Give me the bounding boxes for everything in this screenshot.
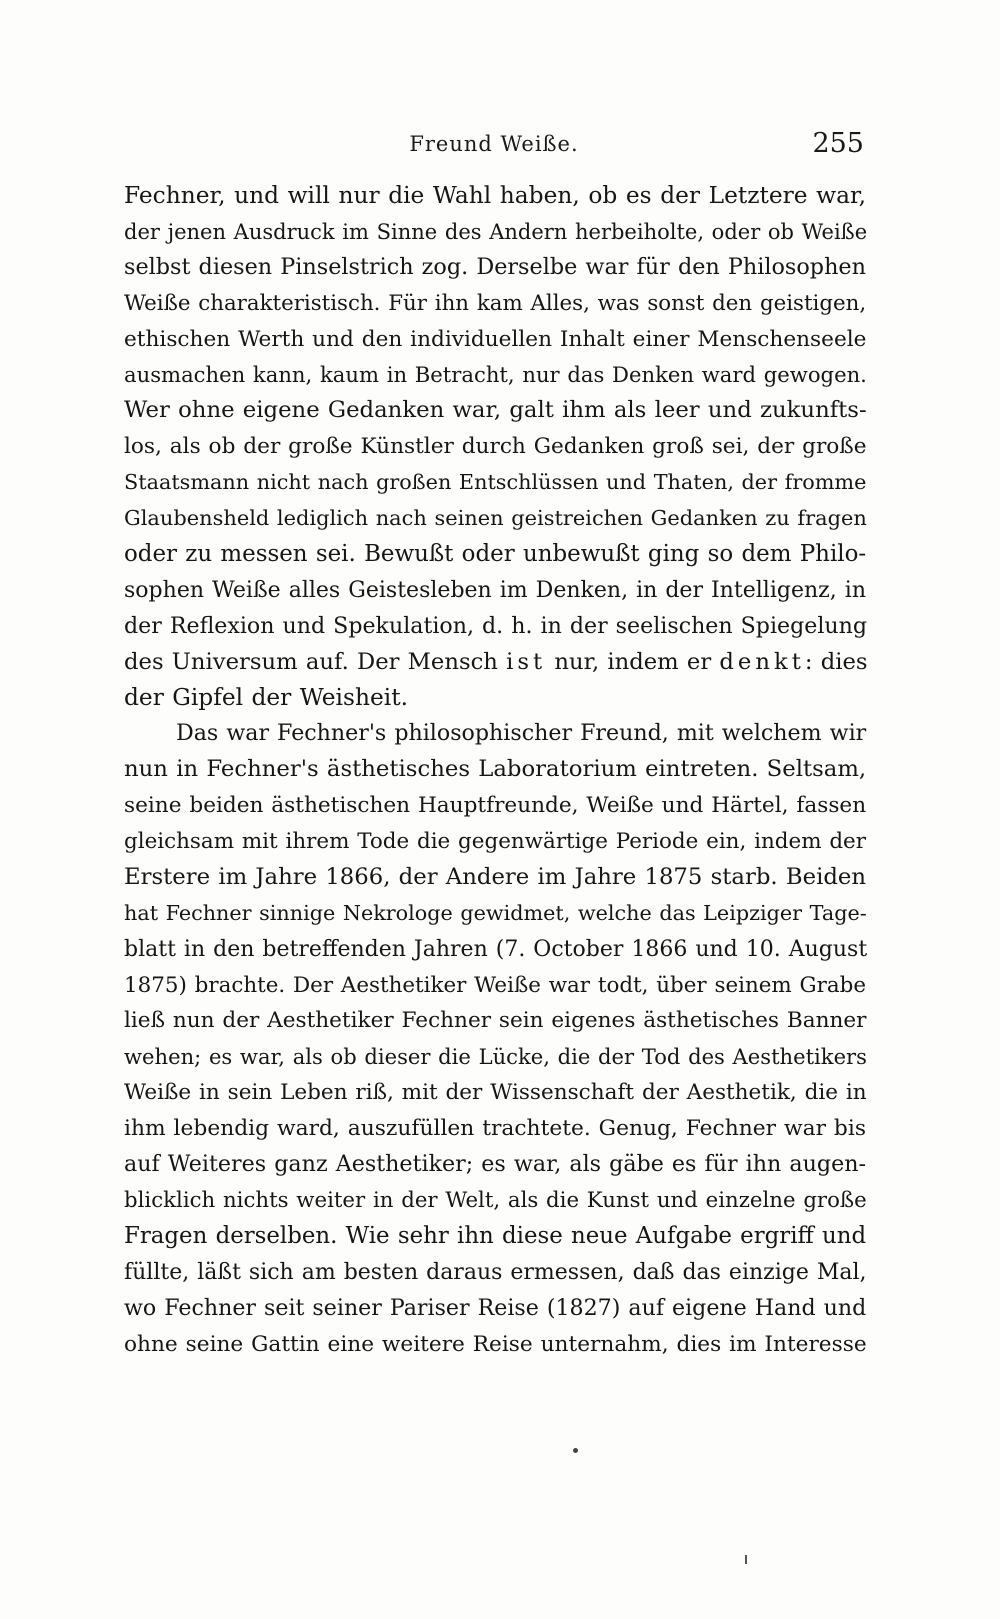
- text-line-with-emphasis: [124, 645, 866, 681]
- print-speck: [573, 1448, 578, 1453]
- text-line: Weiße in sein Leben riß, mit der Wissenschaft der Aesthetik, die in: [124, 1080, 867, 1106]
- text-line: nun in Fechner's ästhetisches Laboratorium eintreten. Seltsam,: [124, 756, 867, 783]
- text-line: sophen Weiße alles Geistesleben im Denken, in der Intelligenz, in: [124, 577, 866, 603]
- running-title: Freund Weiße.: [409, 132, 579, 156]
- text-line: Staatsmann nicht nach großen Entschlüssen und Thaten, der fromme: [124, 470, 867, 495]
- paragraph-2: [124, 716, 866, 1362]
- text-run: des Universum auf. Der Mensch: [124, 648, 507, 675]
- text-line: wo Fechner seit seiner Pariser Reise (1827) auf eigene Hand und: [124, 1294, 867, 1321]
- text-line: Fragen derselben. Wie sehr ihn diese neue Aufgabe ergriff und: [124, 1222, 867, 1249]
- emphasis-denkt: denkt: [719, 648, 805, 675]
- text-line: füllte, läßt sich am besten daraus ermessen, daß das einzige Mal,: [124, 1259, 867, 1285]
- text-line: Fechner, und will nur die Wahl haben, ob es der Letztere war,: [124, 182, 866, 209]
- text-line: Glaubensheld lediglich nach seinen geistreichen Gedanken zu fragen: [124, 506, 867, 531]
- print-speck: [745, 1555, 747, 1564]
- text-line: der Gipfel der Weisheit.: [124, 684, 408, 712]
- text-line: selbst diesen Pinselstrich zog. Derselbe war für den Philosophen: [124, 253, 866, 280]
- text-line: Das war Fechner's philosophischer Freund, mit welchem wir: [176, 720, 867, 747]
- text-line: hat Fechner sinnige Nekrologe gewidmet, welche das Leipziger Tage-: [124, 900, 867, 925]
- body-text: [124, 178, 866, 1362]
- text-line: ethischen Werth und den individuellen Inhalt einer Menschenseele: [124, 326, 867, 352]
- emphasis-ist: ist: [506, 648, 547, 675]
- text-line: ohne seine Gattin eine weitere Reise unternahm, dies im Interesse: [124, 1331, 867, 1357]
- text-line: oder zu messen sei. Bewußt oder unbewußt ging so dem Philo-: [124, 540, 867, 567]
- running-head: [124, 128, 864, 164]
- text-line: blatt in den betreffenden Jahren (7. October 1866 und 10. August: [124, 936, 868, 962]
- text-line: blicklich nichts weiter in der Welt, als die Kunst und einzelne große: [124, 1187, 867, 1213]
- text-line: los, als ob der große Künstler durch Gedanken groß sei, der große: [124, 434, 867, 460]
- text-line: ließ nun der Aesthetiker Fechner sein eigenes ästhetisches Banner: [124, 1008, 867, 1034]
- text-run: nur, indem er: [546, 648, 720, 675]
- text-line: 1875) brachte. Der Aesthetiker Weiße war todt, über seinem Grabe: [124, 972, 866, 998]
- text-line: der jenen Ausdruck im Sinne des Andern herbeiholte, oder ob Weiße: [124, 218, 868, 244]
- text-line: Erstere im Jahre 1866, der Andere im Jahre 1875 starb. Beiden: [124, 863, 867, 890]
- text-line: auf Weiteres ganz Aesthetiker; es war, als gäbe es für ihn augen-: [124, 1151, 867, 1178]
- text-run: : dies: [804, 648, 868, 675]
- text-line: Weiße charakteristisch. Für ihn kam Alles, was sonst den geistigen,: [124, 290, 867, 316]
- paragraph-1: [124, 178, 866, 716]
- text-line: ausmachen kann, kaum in Betracht, nur das Denken ward gewogen.: [124, 362, 867, 388]
- page-number: 255: [812, 128, 864, 159]
- text-line: der Reflexion und Spekulation, d. h. in der seelischen Spiegelung: [124, 612, 868, 639]
- text-line: gleichsam mit ihrem Tode die gegenwärtige Periode ein, indem der: [124, 829, 866, 855]
- text-line: ihm lebendig ward, auszufüllen trachtete. Genug, Fechner war bis: [124, 1116, 866, 1142]
- text-line: seine beiden ästhetischen Hauptfreunde, Weiße und Härtel, fassen: [124, 793, 867, 819]
- text-line: wehen; es war, als ob dieser die Lücke, die der Tod des Aesthetikers: [124, 1044, 867, 1070]
- text-line: Wer ohne eigene Gedanken war, galt ihm als leer und zukunfts-: [124, 397, 867, 424]
